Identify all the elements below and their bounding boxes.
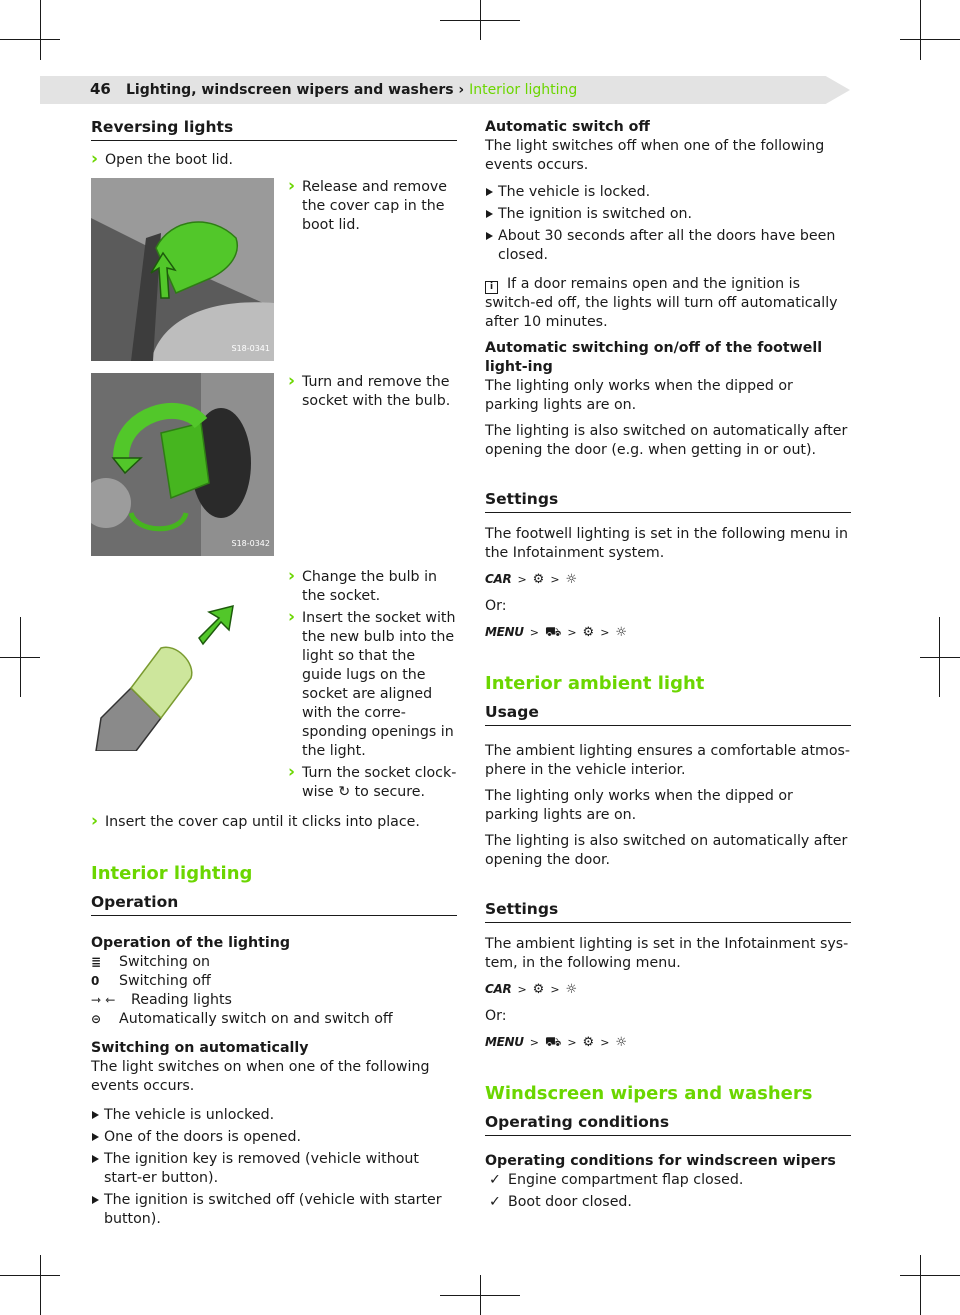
step-open-boot: › Open the boot lid. bbox=[91, 151, 457, 170]
list-item: The vehicle is locked. bbox=[485, 183, 851, 202]
auto-off-text: The light switches off when one of the following events occurs. bbox=[485, 138, 825, 173]
step-turn-clockwise: › Turn the socket clock-wise ↻ to secure. bbox=[288, 764, 457, 802]
settings-heading: Settings bbox=[485, 490, 851, 513]
control-reading-lights: ⇾ ⇽ Reading lights bbox=[91, 992, 232, 1008]
settings-2-heading: Settings bbox=[485, 900, 851, 923]
car-menu-key[interactable]: CAR bbox=[485, 572, 512, 586]
operating-conditions-subheading: Operating conditions for windscreen wipers bbox=[485, 1153, 836, 1169]
door-contact-icon: ⊝ bbox=[91, 1012, 102, 1026]
usage-heading: Usage bbox=[485, 703, 851, 726]
right-column bbox=[485, 118, 851, 1215]
auto-on-subheading: Switching on automatically bbox=[91, 1040, 309, 1056]
step-change-bulb: › Change the bulb in the socket. bbox=[288, 568, 457, 606]
cover-cap-illustration bbox=[91, 178, 274, 361]
controls-list bbox=[91, 953, 457, 1029]
reversing-lights-heading: Reversing lights bbox=[91, 118, 457, 141]
menu-key[interactable]: MENU bbox=[485, 625, 524, 639]
control-switching-on: ≣ Switching on bbox=[91, 954, 211, 970]
figure-cover-cap bbox=[91, 178, 274, 361]
usage-text-2: The lighting only works when the dipped or parking lights are on. bbox=[485, 788, 793, 823]
list-item: The vehicle is unlocked. bbox=[91, 1106, 457, 1125]
control-automatic: ⊝ Automatically switch on and switch off bbox=[91, 1011, 393, 1027]
settings-2-text: The ambient lighting is set in the Infotainment sys-tem, in the following menu. bbox=[485, 936, 849, 971]
car-icon[interactable]: ⛟ bbox=[544, 625, 562, 640]
list-item: The ignition is switched on. bbox=[485, 205, 851, 224]
menu-path-car-2: CAR > ⚙ > ☼ bbox=[485, 982, 578, 997]
step-remove-socket: › Turn and remove the socket with the bulb. bbox=[288, 373, 457, 411]
note-paragraph: i If a door remains open and the ignition is switch-ed off, the lights will turn off automatically after 10 minutes. bbox=[485, 276, 838, 330]
settings-text: The footwell lighting is set in the following menu in the Infotainment system. bbox=[485, 526, 848, 561]
sun-icon[interactable]: ☼ bbox=[565, 572, 578, 587]
gear-icon[interactable]: ⚙ bbox=[582, 625, 595, 640]
gear-icon[interactable]: ⚙ bbox=[532, 982, 545, 997]
footwell-subheading: Automatic switching on/off of the footwell light-ing bbox=[485, 340, 823, 375]
figure-row-3 bbox=[91, 568, 457, 805]
breadcrumb bbox=[126, 82, 577, 98]
menu-path-car: CAR > ⚙ > ☼ bbox=[485, 572, 578, 587]
list-item: ✓ Boot door closed. bbox=[489, 1194, 632, 1210]
breadcrumb-chapter[interactable]: Lighting, windscreen wipers and washers › bbox=[126, 82, 465, 98]
gear-icon[interactable]: ⚙ bbox=[532, 572, 545, 587]
sun-icon[interactable]: ☼ bbox=[565, 982, 578, 997]
step-insert-cap: › Insert the cover cap until it clicks into place. bbox=[91, 813, 457, 832]
breadcrumb-current: Interior lighting bbox=[469, 82, 578, 98]
light-on-icon: ≣ bbox=[91, 955, 102, 969]
control-switching-off: 0 Switching off bbox=[91, 973, 211, 989]
figure-row-2 bbox=[91, 373, 457, 556]
menu-key[interactable]: MENU bbox=[485, 1035, 524, 1049]
figure-code: S18-0343 bbox=[231, 734, 270, 743]
or-label: Or: bbox=[485, 598, 507, 614]
sun-icon[interactable]: ☼ bbox=[615, 625, 628, 640]
or-label: Or: bbox=[485, 1008, 507, 1024]
sun-icon[interactable]: ☼ bbox=[615, 1035, 628, 1050]
menu-path-menu-2: MENU > ⛟ > ⚙ > ☼ bbox=[485, 1035, 628, 1050]
socket-illustration bbox=[91, 373, 274, 556]
check-icon: ✓ bbox=[489, 1172, 501, 1188]
page-number: 46 bbox=[90, 80, 111, 98]
auto-off-subheading: Automatic switch off bbox=[485, 119, 650, 135]
step-insert-socket: › Insert the socket with the new bulb into the light so that the guide lugs on the socket are aligned with the corre-sponding openings in the light. bbox=[288, 609, 457, 761]
left-column bbox=[91, 118, 457, 1232]
list-item: The ignition is switched off (vehicle with starter button). bbox=[91, 1191, 457, 1229]
gear-icon[interactable]: ⚙ bbox=[582, 1035, 595, 1050]
operation-lighting-subheading: Operation of the lighting bbox=[91, 935, 291, 951]
figure-socket bbox=[91, 373, 274, 556]
ambient-light-heading: Interior ambient light bbox=[485, 673, 705, 694]
auto-on-text: The light switches on when one of the following events occurs. bbox=[91, 1059, 430, 1094]
figure-bulb bbox=[91, 568, 274, 751]
usage-text-3: The lighting is also switched on automatically after opening the door. bbox=[485, 833, 848, 868]
wipers-heading: Windscreen wipers and washers bbox=[485, 1083, 813, 1104]
menu-path-menu: MENU > ⛟ > ⚙ > ☼ bbox=[485, 625, 628, 640]
footwell-text-1: The lighting only works when the dipped or parking lights are on. bbox=[485, 378, 793, 413]
list-item: About 30 seconds after all the doors have been closed. bbox=[485, 227, 851, 265]
usage-text-1: The ambient lighting ensures a comfortable atmos-phere in the vehicle interior. bbox=[485, 743, 851, 778]
reading-light-icon: ⇾ ⇽ bbox=[91, 993, 116, 1007]
interior-lighting-heading: Interior lighting bbox=[91, 863, 253, 884]
footwell-text-2: The lighting is also switched on automatically after opening the door (e.g. when getting in or out). bbox=[485, 423, 848, 458]
bulb-illustration bbox=[91, 568, 274, 751]
figure-row-1 bbox=[91, 178, 457, 361]
car-menu-key[interactable]: CAR bbox=[485, 982, 512, 996]
list-item: ✓ Engine compartment flap closed. bbox=[489, 1172, 744, 1188]
step-release-cap: › Release and remove the cover cap in the boot lid. bbox=[288, 178, 457, 235]
operation-heading: Operation bbox=[91, 893, 457, 916]
operating-conditions-heading: Operating conditions bbox=[485, 1113, 851, 1136]
list-item: One of the doors is opened. bbox=[91, 1128, 457, 1147]
figure-code: S18-0341 bbox=[231, 344, 270, 353]
list-item: The ignition key is removed (vehicle without start-er button). bbox=[91, 1150, 457, 1188]
rotate-clockwise-icon: ↻ bbox=[338, 784, 351, 800]
car-icon[interactable]: ⛟ bbox=[544, 1035, 562, 1050]
info-icon: i bbox=[485, 281, 498, 294]
figure-code: S18-0342 bbox=[231, 539, 270, 548]
off-icon: 0 bbox=[91, 974, 100, 988]
check-icon: ✓ bbox=[489, 1194, 501, 1210]
